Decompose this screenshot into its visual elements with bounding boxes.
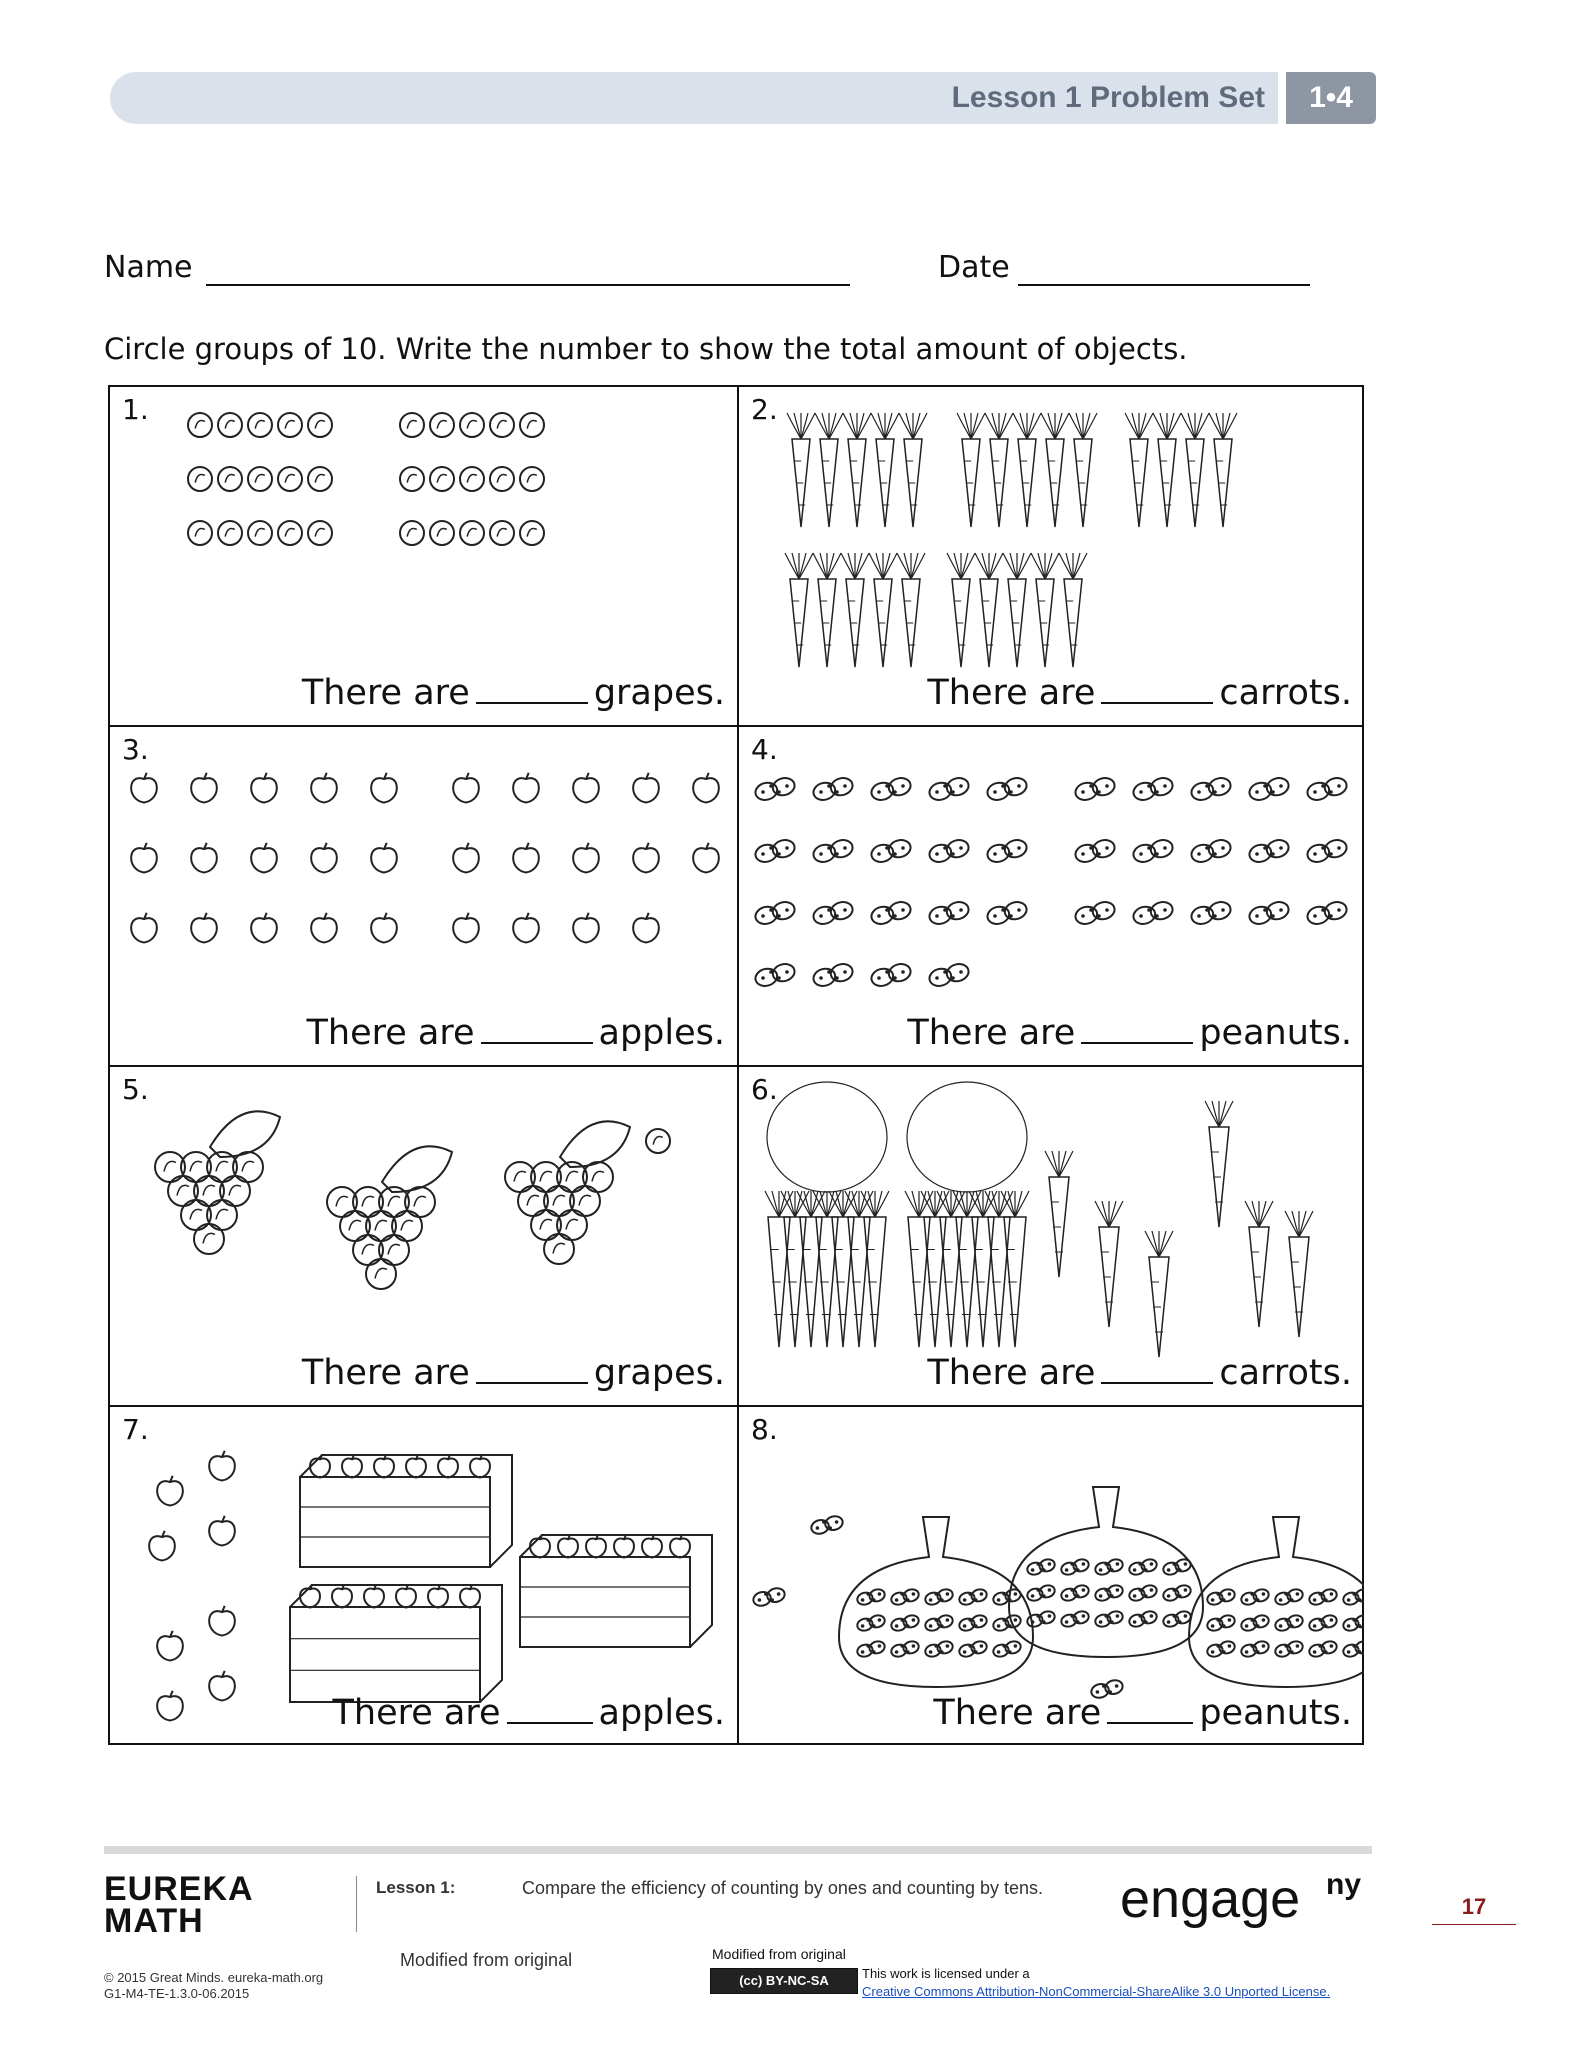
name-label: Name <box>104 250 193 285</box>
answer-sentence <box>302 673 725 713</box>
answer-sentence <box>302 1353 725 1393</box>
answer-sentence <box>933 1693 1352 1733</box>
sentence-prefix: There are <box>927 673 1096 713</box>
page-number: 17 <box>1432 1894 1516 1925</box>
sentence-suffix: peanuts. <box>1199 1013 1352 1053</box>
license-text: This work is licensed under a <box>862 1966 1030 1981</box>
sentence-suffix: apples. <box>598 1013 725 1053</box>
problem-3 <box>110 727 737 1065</box>
license-link[interactable]: Creative Commons Attribution-NonCommercial-ShareAlike 3.0 Unported License. <box>862 1984 1331 1999</box>
lesson-title: Lesson 1 Problem Set <box>951 81 1265 114</box>
problem-7 <box>110 1407 737 1745</box>
lesson-badge: 1•4 <box>1286 72 1376 124</box>
problem-number: 2. <box>751 393 778 426</box>
problem-number: 5. <box>122 1073 149 1106</box>
sentence-prefix: There are <box>933 1693 1102 1733</box>
date-field[interactable] <box>1018 284 1310 286</box>
problem-number: 3. <box>122 733 149 766</box>
footer-lesson-description: Compare the efficiency of counting by ones and counting by tens. <box>522 1878 1043 1898</box>
problem-number: 4. <box>751 733 778 766</box>
eureka-logo: EUREKA <box>104 1870 254 1908</box>
sentence-prefix: There are <box>301 1353 470 1393</box>
sentence-suffix: carrots. <box>1219 1353 1352 1393</box>
problem-number: 1. <box>122 393 149 426</box>
problem-grid <box>108 385 1364 1745</box>
copyright <box>104 1970 323 2002</box>
answer-sentence <box>927 1353 1352 1393</box>
sentence-suffix: grapes. <box>593 673 725 713</box>
document-code: G1-M4-TE-1.3.0-06.2015 <box>104 1986 250 2001</box>
sentence-suffix: grapes. <box>593 1353 725 1393</box>
answer-blank[interactable] <box>1107 1694 1193 1724</box>
answer-blank[interactable] <box>1101 1354 1213 1384</box>
sentence-prefix: There are <box>301 673 470 713</box>
sentence-suffix: peanuts. <box>1199 1693 1352 1733</box>
cc-license-icon: (cc) BY-NC-SA <box>710 1968 858 1994</box>
math-logo: MATH <box>104 1902 204 1940</box>
copyright-line: © 2015 Great Minds. eureka-math.org <box>104 1970 324 1985</box>
problem-6 <box>739 1067 1364 1405</box>
instructions: Circle groups of 10. Write the number to show the total amount of objects. <box>104 332 1188 366</box>
problem-5 <box>110 1067 737 1405</box>
problem-2 <box>739 387 1364 725</box>
answer-sentence <box>307 1013 725 1053</box>
answer-blank[interactable] <box>1101 674 1213 704</box>
answer-blank[interactable] <box>481 1014 593 1044</box>
answer-blank[interactable] <box>476 1354 588 1384</box>
problem-number: 6. <box>751 1073 778 1106</box>
date-label: Date <box>938 250 1010 285</box>
sentence-prefix: There are <box>332 1693 501 1733</box>
problem-number: 7. <box>122 1413 149 1446</box>
problem-number: 8. <box>751 1413 778 1446</box>
footer-lesson-label: Lesson 1: <box>376 1878 456 1897</box>
engageny-logo: engage <box>1120 1869 1301 1929</box>
sentence-suffix: apples. <box>598 1693 725 1733</box>
problem-8 <box>739 1407 1364 1745</box>
answer-blank[interactable] <box>507 1694 593 1724</box>
sentence-prefix: There are <box>927 1353 1096 1393</box>
footer-divider <box>356 1876 357 1932</box>
answer-blank[interactable] <box>1081 1014 1193 1044</box>
modified-note: Modified from original <box>400 1950 573 1970</box>
problem-4 <box>739 727 1364 1065</box>
answer-sentence <box>927 673 1352 713</box>
answer-sentence <box>907 1013 1352 1053</box>
sentence-prefix: There are <box>907 1013 1076 1053</box>
footer-rule <box>104 1846 1372 1854</box>
engageny-logo-sup: ny <box>1326 1868 1362 1901</box>
answer-sentence <box>333 1693 725 1733</box>
sentence-prefix: There are <box>306 1013 475 1053</box>
name-field[interactable] <box>206 284 850 286</box>
answer-blank[interactable] <box>476 674 588 704</box>
problem-1 <box>110 387 737 725</box>
sentence-suffix: carrots. <box>1219 673 1352 713</box>
modified-note-small: Modified from original <box>712 1946 846 1962</box>
